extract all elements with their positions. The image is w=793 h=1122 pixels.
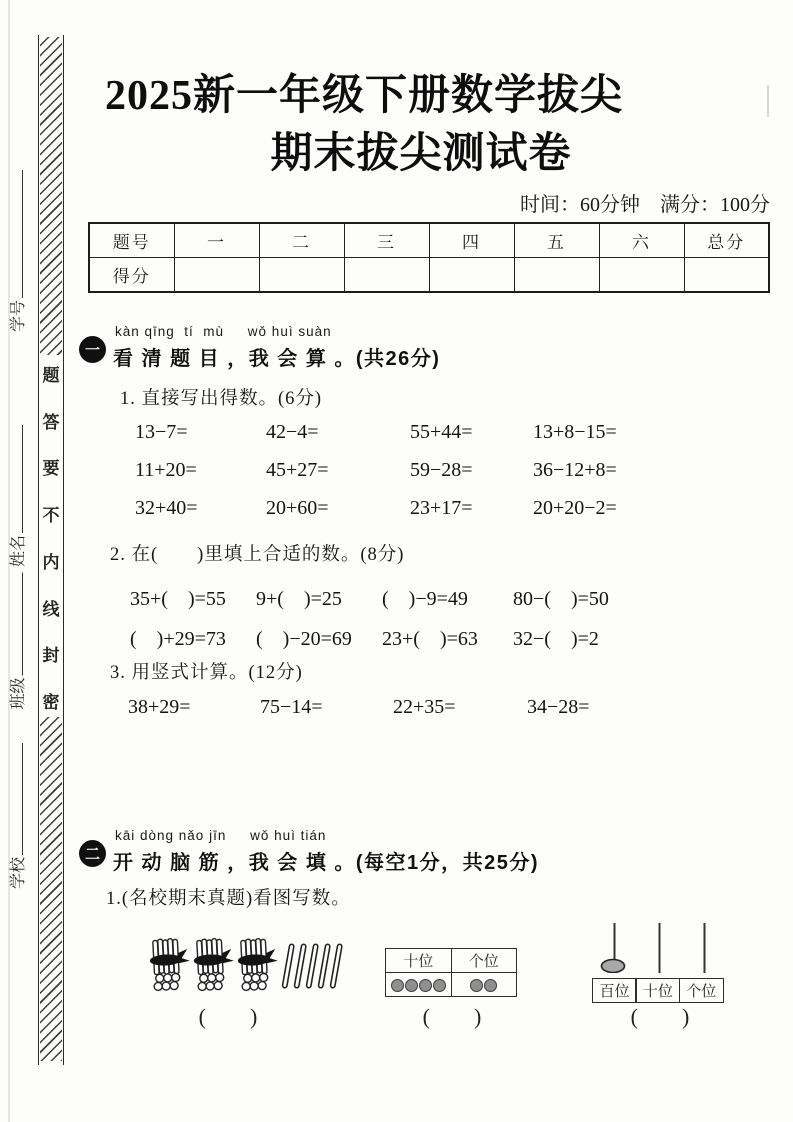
s2-q1-label: 1.(名校期末真题)看图写数。 [106,889,351,909]
page-title-line2: 期末拔尖测试卷 [270,131,572,177]
section-two-heading: 开 动 脑 筋 ，我 会 填 。(每空1分，共25分) [113,852,540,874]
seal-line-strip [38,35,64,1065]
bead-icon [419,979,432,992]
seal-char: 内 [42,552,60,572]
section-two-pinyin: kāi dòng nǎo jīn wǒ huì tián [115,828,327,843]
math-problem: 13−7= [135,421,188,443]
math-problem: 55+44= [410,421,473,443]
score-table-cell: 二 [259,223,344,258]
seal-char: 密 [42,692,60,712]
math-problem: 75−14= [260,696,323,718]
paper-artifact-line [767,85,769,117]
section-one-pinyin: kàn qīng tí mù wǒ huì suàn [115,324,332,339]
seal-char: 不 [42,506,60,526]
place-value-bead-row [386,973,517,997]
math-problem: 23+( )=63 [382,628,478,650]
math-problem: 38+29= [128,696,191,718]
abacus-answer-blank: ( ) [630,1004,690,1029]
score-table-empty-cell [259,258,344,293]
seal-char: 答 [42,412,60,432]
hundreds-label: 百位 [592,978,637,1003]
abacus-bead-icon [602,960,625,973]
s1-q1-label: 1. 直接写出得数。(6分) [120,389,323,409]
abacus-figure [592,920,727,1003]
math-problem: 32+40= [135,497,198,519]
math-problem: 42−4= [266,421,319,443]
math-problem: 80−( )=50 [513,588,609,610]
exam-time-score-meta: 时间：60分钟 满分：100分 [520,194,770,216]
student-name-label: 姓名 [10,534,27,567]
seal-char: 封 [42,646,60,666]
student-name-field [2,425,34,567]
ones-beads-cell [451,973,517,997]
score-table-empty-cell [174,258,259,293]
math-problem: 23+17= [410,497,473,519]
place-value-table [385,948,517,997]
ones-label: 个位 [679,978,724,1003]
math-problem: 36−12+8= [533,459,617,481]
math-problem: 13+8−15= [533,421,617,443]
seal-char: 要 [42,459,60,479]
score-table-score-row [89,258,769,293]
bead-icon [484,979,497,992]
score-table-empty-cell [514,258,599,293]
math-problem: 45+27= [266,459,329,481]
math-problem: 20+60= [266,497,329,519]
score-table-cell: 题号 [89,223,174,258]
bead-icon [391,979,404,992]
math-problem: 22+35= [393,696,456,718]
math-problem: 35+( )=55 [130,588,226,610]
abacus-rods [592,920,727,973]
s1-q3-label: 3. 用竖式计算。(12分) [110,663,303,683]
score-table-empty-cell [429,258,514,293]
school-blank-line [9,743,23,855]
student-id-blank-line [9,170,23,298]
score-table-cell: 一 [174,223,259,258]
score-table [88,222,770,293]
score-table-cell: 五 [514,223,599,258]
hatch-pattern-bottom [40,717,62,1061]
class-blank-line [9,572,23,675]
section-one-badge-icon: 一 [79,336,106,363]
math-problem: ( )+29=73 [130,628,226,650]
score-table-empty-cell [684,258,769,293]
math-problem: 11+20= [135,459,197,481]
section-two-badge-icon: 二 [79,840,106,867]
tens-header: 十位 [386,949,452,973]
place-value-answer-blank: ( ) [422,1004,482,1029]
student-id-field [2,170,34,332]
place-value-header-row [386,949,517,973]
bead-icon [433,979,446,992]
hatch-pattern-top [40,37,62,355]
tens-label: 十位 [635,978,680,1003]
bead-icon [405,979,418,992]
score-table-empty-cell [599,258,684,293]
seal-char: 题 [42,366,60,385]
school-label: 学校 [10,856,27,889]
math-problem: 34−28= [527,696,590,718]
math-problem: 20+20−2= [533,497,617,519]
sticks-answer-blank: ( ) [198,1004,258,1029]
class-field [2,572,34,709]
score-table-empty-cell [344,258,429,293]
student-name-blank-line [9,425,23,533]
tens-beads-cell [386,973,452,997]
ones-header: 个位 [451,949,517,973]
seal-char: 线 [42,599,60,619]
school-field [2,743,34,889]
score-table-cell: 六 [599,223,684,258]
score-table-cell: 得分 [89,258,174,293]
section-one-heading: 看 清 题 目 ，我 会 算 。(共26分) [113,348,441,370]
bead-icon [470,979,483,992]
score-table-header-row [89,223,769,258]
student-id-label: 学号 [10,299,27,332]
math-problem: ( )−9=49 [382,588,468,610]
page-title-line1: 2025新一年级下册数学拔尖 [104,73,623,119]
s1-q2-label: 2. 在( )里填上合适的数。(8分) [110,545,405,565]
seal-line-text [39,361,63,713]
score-table-cell: 四 [429,223,514,258]
math-problem: 32−( )=2 [513,628,599,650]
class-label: 班级 [10,676,27,709]
score-table-cell: 三 [344,223,429,258]
score-table-cell: 总分 [684,223,769,258]
math-problem: 59−28= [410,459,473,481]
math-problem: ( )−20=69 [256,628,352,650]
math-problem: 9+( )=25 [256,588,342,610]
sticks-bundles-figure [146,936,346,1000]
